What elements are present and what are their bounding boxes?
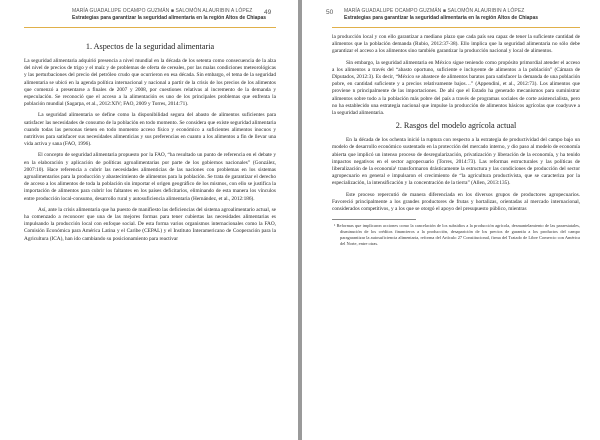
right-page bbox=[302, 0, 600, 440]
paragraph: En la década de los ochenta inició la ruptura con respecto a la estrategia de productividad del campo bajo un modelo de desarrollo económico sustentado en la protección del mercado interno, y dio paso al modelo de economía abierta que implicó un intenso proceso de desregularización, privatización y liberación de la economía, y ha tenido impactos negativos en el sector agropecuario (Torres, 2014:73). Las reformas estructurales y las políticas de liberalización de la economía¹ transformaron drásticamente la estructura y las condiciones de producción del sector agropecuario en general e impulsaron el crecimiento de “la agricultura productivista, que se caracteriza por la especialización, la intensificación y la concentración de la tierra” (Allen, 2013:135). bbox=[332, 137, 580, 187]
header-title: Estrategias para garantizar la seguridad alimentaria en la región Altos de Chiapas bbox=[72, 15, 267, 21]
paragraph: Este proceso repercutió de manera diferenciada en los diversos grupos de productores agropecuarios. Favoreció principalmente a los grandes productores de frutas y hortalizas, orientadas al mercado internacional, considerados competitivos, y a los que se otorgó el apoyo del presupuesto público, mientras bbox=[332, 191, 580, 213]
section-heading: 1. Aspectos de la seguridad alimentaria bbox=[85, 42, 215, 51]
footnote: ¹ Reformas que implicaron acciones como la cancelación de los subsidios a la producción agrícola, desmantelamiento de las paraestatales, disminución de los créditos financieros a la producción, desaparición de los precios de garantía a los productos del campo paragarantizar la autosuficiencia alimentaria, reforma del Artículo 27 Constitucional, firma del Tratado de Libre Comercio con América del Norte, entre otras. bbox=[334, 223, 580, 246]
running-header bbox=[72, 8, 266, 21]
page-body bbox=[332, 34, 580, 246]
paragraph: La seguridad alimentaria se define como la disponibilidad segura del abasto de alimentos suficientes para satisfacer las necesidades de consumo de la población en todo momento. Se considera que existe seguridad alimentaria cuando todas las personas tienen en todo momento acceso físico y económico a suficientes alimentos inocuos y nutritivos para satisfacer sus necesidades alimenticias y sus preferencias en cuanto a los alimentos a fin de llevar una vida activa y sana (FAO, 1996). bbox=[24, 112, 276, 148]
header-rule bbox=[24, 27, 276, 28]
header-authors: MARÍA GUADALUPE OCAMPO GUZMÁN ■ SALOMÓN ALAURIBIN A LÓPEZ bbox=[344, 8, 525, 14]
section-heading: 2. Rasgos del modelo agrícola actual bbox=[395, 121, 517, 131]
running-header bbox=[344, 8, 538, 21]
paragraph: Sin embargo, la seguridad alimentaria en México sigue teniendo como propósito primordial atender el acceso a los alimentos a través del “abasto oportuno, suficiente e incluyente de alimentos a la población” (Cámara de Diputados, 2012:3). Es decir, “México se abastece de alimentos baratos para satisfacer la demanda de una población pobre, en cantidad suficiente y a precios relativamente bajos…” (Appendini, et al., 2012:73). Los alimentos que proviene n principalmente de las importaciones. De ahí que el Estado ha generado mecanismos para suministrar alimentos sobre todo a la población más pobre del país a través de programas sociales de corte asistencialista, pero no ha establecido una estrategia nacional que impulse la producción de alimentos básicos agrícolas que coadyuve a la seguridad alimentaria. bbox=[332, 59, 580, 117]
page-number: 50 bbox=[326, 9, 334, 16]
header-rule bbox=[332, 27, 580, 28]
left-page bbox=[0, 0, 298, 440]
footnote-rule bbox=[332, 219, 416, 220]
paragraph: La seguridad alimentaria adquirió presencia a nivel mundial en la década de los setenta como consecuencia de la alza del nivel de precios de trigo y el maíz y de problemas de oferta de cereales, por las malas condiciones meteorológicas y las perturbaciones del precio del petróleo crudo que ocurrieron en esa década. Sin embargo, el tema de la seguridad alimentaria se ubicó en la agenda política internacional y nacional a partir de la crisis de los precios de los alimentos que comenzó a presentarse a finales de 2007 y 2008, por cuestiones relativas al incremento de la demanda y especulación. Se reconoció que el acceso a la alimentación es uno de los principales problemas que enfrenta la población mundial (Sagarpa, et al., 2012:XIV; FAO, 2009 y Torres, 2014:71). bbox=[24, 58, 276, 108]
page-body bbox=[24, 38, 276, 247]
page-number: 49 bbox=[264, 9, 272, 16]
header-title: Estrategias para garantizar la seguridad alimentaria en la región Altos de Chiapas bbox=[344, 15, 539, 21]
paragraph: Así, ante la crisis alimentaria que ha puesto de manifiesto las deficiencias del sistema agroalimentario actual, se ha comenzado a reconocer que una de las mejores formas para tener cubiertas las necesidades alimentarias es impulsando la producción local con enfoque social. De esta forma varios organismos internacionales como la FAO, Comisión Económica para América Latina y el Caribe (CEPAL) y el Instituto Interamericano de Cooperación para la Agricultura (ICA), han ido cambiando su posicionamiento para reactivar bbox=[24, 206, 276, 242]
paragraph: la producción local y con ello garantizar a mediano plazo que cada país sea capaz de tener la suficiente cantidad de alimentos que la población demanda (Rubio, 2012:37-38). Ello implica que la seguridad alimentaria no sólo debe garantizar el acceso a los alimentos sino también garantizar la producción nacional y local de alimentos. bbox=[332, 34, 580, 55]
header-authors: MARÍA GUADALUPE OCAMPO GUZMÁN ■ SALOMÓN ALAURIBIN A LÓPEZ bbox=[72, 8, 253, 14]
paragraph: El concepto de seguridad alimentaria propuesto por la FAO, “ha resultado un punto de referencia en el debate y en la elaboración y aplicación de políticas agroalimentarias por parte de los gobiernos nacionales” (González, 2007:10). Hace referencia a cubrir las necesidades alimenticias de las naciones con problemas en los sistemas agroalimentarios para la producción y abastecimiento de alimentos para la población. Se trata de garantizar el derecho de acceso a los alimentos de toda la población sin importar el origen geográfico de los mismos, con ello se justifica la importación de alimentos para cubrir los faltantes en los países deficitarios, eliminando de esta manera los vínculos entre producción local-consumo, desarrollo rural y autosuficiencia alimentaria (Hernández, et al., 2012:186). bbox=[24, 152, 276, 202]
